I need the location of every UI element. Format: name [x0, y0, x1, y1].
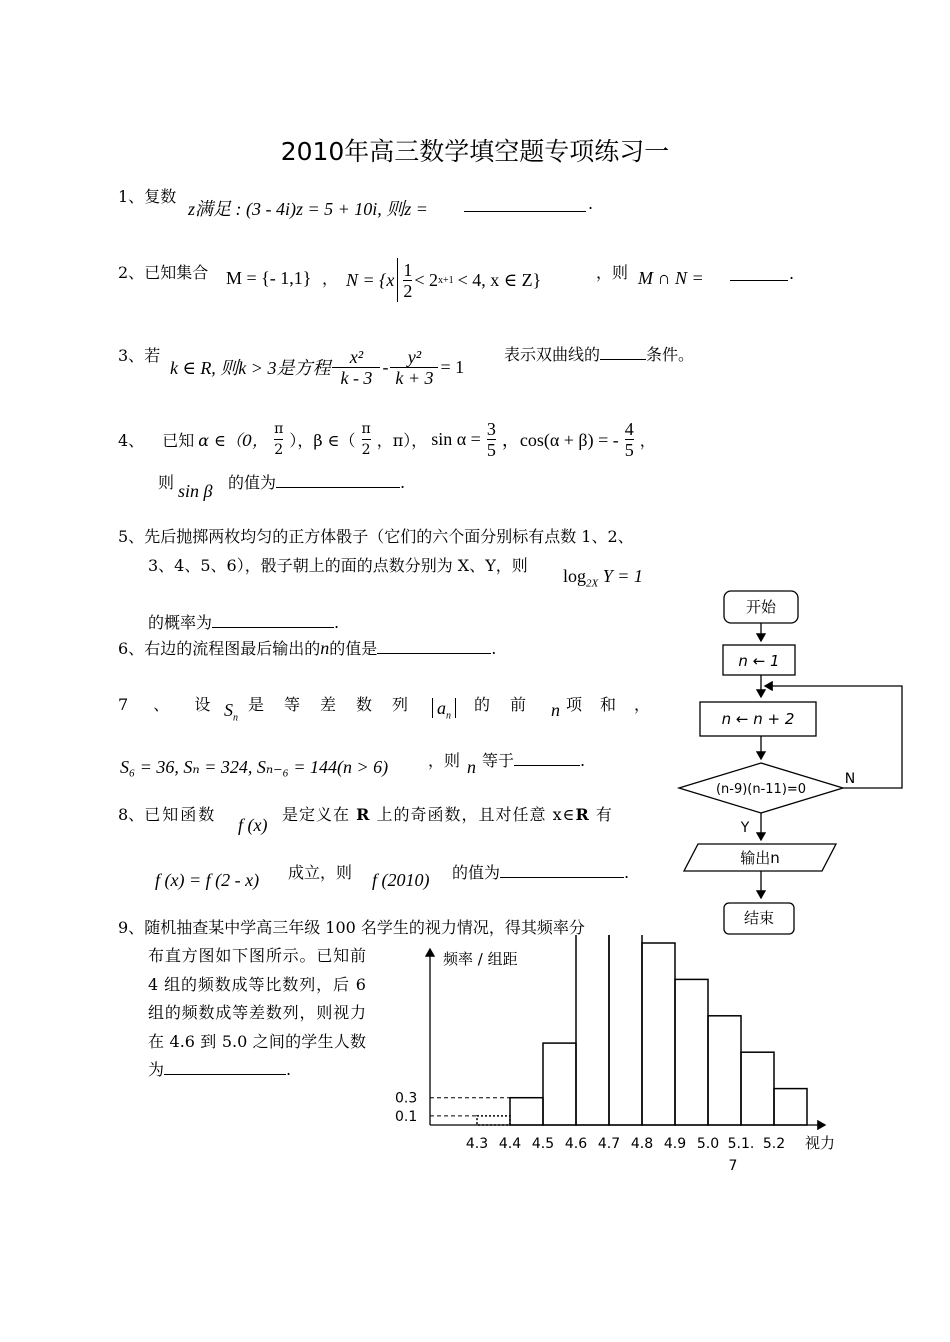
q4-close2: ，π），: [376, 430, 428, 450]
histogram-bar-5.2: [774, 1089, 807, 1125]
histogram-bar-4.8: [642, 943, 675, 1125]
q4-pi-over-2-b: $\frac{\pi}{2}$: [361, 420, 371, 458]
question-8: 8、已知函数: [118, 805, 217, 824]
question-5-line-3: 的概率为 .: [148, 613, 340, 632]
page-title: 2010年高三数学填空题专项练习一: [280, 137, 670, 166]
q4-beta: ），β ∈（: [289, 430, 356, 450]
histogram-ylabel: 频率 / 组距: [443, 950, 518, 968]
q2-set-n: [346, 255, 541, 305]
q2-result: M ∩ N =: [638, 268, 704, 288]
q9-body: 布直方图如下图所示。已知前 4 组的频数成等比数列，后 6 组的频数成等差数列，则视力在 4.6 到 5.0 之间的学生人数为 .: [148, 946, 366, 1079]
q4-number: 4、: [118, 430, 145, 450]
histogram-xlabel: 视力: [805, 1134, 836, 1152]
flow-step-label: n ← n + 2: [721, 710, 795, 728]
q2-set-n-b: < 2: [414, 269, 438, 290]
q2-then: ，则: [596, 263, 629, 282]
q2-set-n-c: < 4, x ∈ Z}: [457, 269, 542, 290]
histogram-bar-4.5: [543, 1043, 576, 1125]
question-3: [118, 343, 160, 366]
q4-sin: sin α =: [431, 428, 481, 449]
histogram-bar-4.6: [576, 935, 609, 1125]
q2-half: $\frac{1}{2}$: [403, 259, 413, 301]
histogram-x-tick: 4.9: [663, 1136, 687, 1152]
q2-set-m: M = {- 1,1}: [226, 268, 312, 288]
q3-lead: 若: [144, 346, 161, 365]
histogram-bar-4.3: [477, 1116, 510, 1125]
question-7: 7 、 设: [118, 695, 211, 714]
histogram-y-tick: 0.3: [395, 1090, 418, 1107]
flow-output-label: 输出n: [740, 849, 780, 867]
flow-condition-label: (n-9)(n-11)=0: [715, 782, 807, 797]
q4-alpha: α ∈（0，: [198, 430, 269, 450]
q4-line2-lead: 则: [158, 473, 175, 492]
q4-line2-tail: 的值为 .: [228, 473, 406, 492]
q2-exp: x+1: [438, 274, 454, 286]
q8-line2: 成立，则: [288, 863, 353, 882]
question-4: [118, 414, 656, 464]
q4-pi-over-2-a: $\frac{\pi}{2}$: [274, 420, 284, 458]
q3-minus: -: [382, 356, 389, 377]
q7-n2: n: [467, 757, 476, 777]
q4-comma: ，: [639, 430, 656, 450]
question-2: [118, 260, 208, 283]
q2-lead: 已知集合: [144, 263, 209, 282]
histogram-x-extra: 7: [728, 1158, 738, 1174]
q3-eq: = 1: [440, 356, 465, 377]
flow-init-label: n ← 1: [738, 652, 780, 670]
question-1: [118, 184, 176, 207]
q4-sinb: sin β: [178, 481, 213, 501]
q7-mid2: 的前: [474, 695, 547, 714]
q7-condition: S₆ = 36, Sₙ = 324, Sₙ₋₆ = 144(n > 6): [120, 757, 389, 777]
q3-frac-2: $\frac{\text{y²}}{k + 3}$: [390, 347, 438, 388]
histogram-bar-4.4: [510, 1098, 543, 1125]
q5-log: $\log_{2X} Y = 1$: [563, 566, 643, 590]
histogram-x-tick: 4.4: [498, 1136, 522, 1152]
q1-math: z满足 : (3 - 4i)z = 5 + 10i, 则z =: [188, 199, 428, 219]
q2-number: 2、: [118, 263, 145, 282]
q1-number: 1、: [118, 187, 145, 206]
q8-tail: 的值为 .: [452, 863, 630, 882]
q8-equation: f (x) = f (2 - x): [155, 870, 260, 890]
q2-comma: ，: [322, 269, 339, 288]
q8-line1: 是定义在 R 上的奇函数，且对任意 x∈R 有: [282, 805, 613, 824]
q1-lead: 复数: [144, 187, 177, 206]
histogram-chart: [385, 935, 855, 1180]
question-5-line-2: 3、4、5、6），骰子朝上的面的点数分别为 X、Y，则: [148, 556, 528, 575]
flow-start-label: 开始: [745, 598, 777, 616]
histogram-bar-4.7: [609, 935, 642, 1125]
q3-number: 3、: [118, 346, 145, 365]
flow-end-label: 结束: [743, 909, 775, 927]
histogram-x-tick: 4.5: [531, 1136, 555, 1152]
question-6: 6、右边的流程图最后输出的n的值是 .: [118, 638, 497, 658]
q7-tail: 等于 .: [482, 751, 586, 770]
q4-three-fifths: $\frac{3}{5}$: [486, 418, 496, 460]
histogram-bar-5.0: [708, 1016, 741, 1125]
q7-mid3: 项和，: [566, 695, 669, 714]
histogram-x-tick: 4.8: [630, 1136, 654, 1152]
q8-fx: f (x): [238, 815, 268, 835]
q3-math: [170, 342, 464, 392]
histogram-bar-5.1: [741, 1052, 774, 1125]
histogram-x-tick: 4.6: [564, 1136, 588, 1152]
q2-end: .: [789, 264, 795, 283]
q3-tail: 表示双曲线的 条件。: [504, 345, 695, 364]
q7-an: $a_n$: [432, 698, 456, 722]
q7-then: ，则: [428, 751, 461, 770]
q7-n: n: [551, 700, 560, 720]
q7-mid: 是等差数列: [248, 695, 429, 714]
histogram-x-tick: 4.3: [465, 1136, 489, 1152]
question-9: 9、随机抽查某中学高三年级 100 名学生的视力情况，得其频率分: [118, 918, 585, 937]
q2-set-n-a: N = {x: [346, 269, 395, 290]
q1-answer-blank: [464, 197, 586, 216]
flow-yes-label: Y: [740, 820, 750, 836]
histogram-x-tick: 5.1.: [727, 1136, 755, 1152]
histogram-x-tick: 4.7: [597, 1136, 621, 1152]
q8-f2010: f (2010): [372, 870, 430, 890]
q4-cos: ，cos(α + β) = -: [501, 430, 619, 450]
histogram-x-tick: 5.2: [762, 1136, 786, 1152]
q4-lead: 已知: [162, 430, 195, 450]
q2-answer-blank: [730, 266, 788, 285]
histogram-bar-4.9: [675, 979, 708, 1125]
histogram-x-tick: 5.0: [696, 1136, 720, 1152]
q3-frac-1: $\frac{\text{x²}}{k - 3}$: [332, 347, 380, 388]
q7-sn: $S_n$: [224, 700, 238, 724]
q1-end: .: [588, 194, 594, 213]
question-5-line-1: 5、先后抛掷两枚均匀的正方体骰子（它们的六个面分别标有点数 1、2、: [118, 527, 634, 546]
q3-math-a: k ∈ R, 则k > 3是方程: [170, 358, 331, 378]
histogram-y-tick: 0.1: [395, 1108, 418, 1125]
flow-no-label: N: [844, 771, 856, 787]
flowchart: [676, 585, 906, 940]
q4-four-fifths: $\frac{4}{5}$: [624, 418, 634, 460]
